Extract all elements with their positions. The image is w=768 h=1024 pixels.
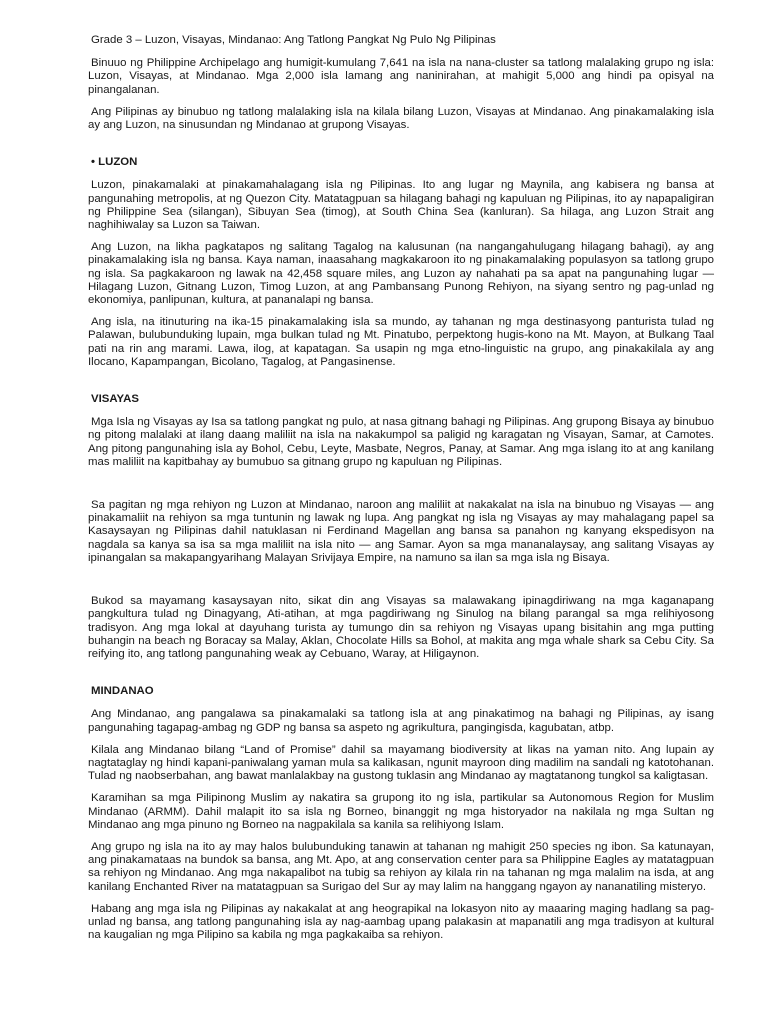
intro-paragraph: Ang Pilipinas ay binubuo ng tatlong malalaking isla na kilala bilang Luzon, Visayas at Mindanao. Ang pinakamalaking isla ay ang Luzon, na sinusundan ng Mindanao at grupong Visayas. [88,105,714,132]
luzon-paragraph: Luzon, pinakamalaki at pinakamahalagang isla ng Pilipinas. Ito ang lugar ng Maynila, ang kabisera ng bansa at pangunahing metropolis, at ng Quezon City. Matatagpuan sa hilagang bahagi ng kapuluan ng Pilipinas, ito ay napapaligiran ng Philippine Sea (silangan), Sibuyan Sea (timog), at South China Sea (kanluran). Sa hilaga, ang Luzon Strait ang naghihiwalay sa Luzon sa Taiwan. [88,179,714,232]
section-heading-mindanao: MINDANAO [91,685,154,698]
intro-paragraph: Binuuo ng Philippine Archipelago ang humigit-kumulang 7,641 na isla na nana-cluster sa tatlong malalaking grupo ng isla: Luzon, Visayas, at Mindanao. Mga 2,000 isla lamang ang naninirahan, at mahigit 5,000 ang hindi pa opisyal na pinangalanan. [88,57,714,96]
mindanao-paragraph: Habang ang mga isla ng Pilipinas ay nakakalat at ang heograpikal na lokasyon nito ay maaaring maging hadlang sa pag-unlad ng bansa, ang tatlong pangunahing isla ay nag-aambag upang palakasin at mapanatili ang mga tradisyon at kultural na kaugalian ng mga Pilipino sa kabila ng mga pagkakaiba sa rehiyon. [88,902,714,942]
section-heading-visayas: VISAYAS [91,393,139,406]
mindanao-paragraph: Kilala ang Mindanao bilang “Land of Promise” dahil sa mayamang biodiversity at likas na yaman nito. Ang lupain ay nagtataglay ng hindi kapani-paniwalang yaman mula sa kalikasan, ngunit mayroon ding madilim na sandali ng katotohanan. Tulad ng naobserbahan, ang bawat manlalakbay na gustong tuklasin ang Mindanao ay magtatanong tungkol sa kaligtasan. [88,743,714,783]
section-luzon [88,156,714,369]
visayas-paragraph: Sa pagitan ng mga rehiyon ng Luzon at Mindanao, naroon ang maliliit at nakakalat na isla na binubuo ng Visayas — ang pinakamaliit na rehiyon sa mga tuntunin ng lawak ng lupa. Ang pangkat ng isla ng Visayas ay may mahalagang papel sa Kasaysayan ng Pilipinas dahil natuklasan ni Ferdinand Magellan ang bansa sa panahon ng kanyang ekspedisyon na nagdala sa kanya sa isa sa mga maliliit na isla nito — ang Samar. Ayon sa mga mananalaysay, ang salitang Visayas ay ipinangalan sa makapangyarihang Malayan Srivijaya Empire, na namuno sa ilan sa mga isla ng Bisaya. [88,499,714,564]
luzon-paragraph: Ang isla, na itinuturing na ika-15 pinakamalaking isla sa mundo, ay tahanan ng mga destinasyong panturista tulad ng Palawan, bulubunduking lupain, mga bulkan tulad ng Mt. Pinatubo, perpektong hugis-kono na Mt. Mayon, at Bulkang Taal pati na rin ang marami. Lawa, ilog, at kapatagan. Sa usapin ng mga etno-linguistic na grupo, ang pinakakilala ay ang Ilocano, Kapampangan, Bicolano, Tagalog, at Pangasinense. [88,316,714,368]
visayas-paragraph: Mga Isla ng Visayas ay Isa sa tatlong pangkat ng pulo, at nasa gitnang bahagi ng Pilipinas. Ang grupong Bisaya ay binubuo ng pitong malalaki at ilang daang maliliit na isla na nakakumpol sa paligid ng karagatan ng Visayan, Samar, at Camotes. Ang pitong pangunahing isla ay Bohol, Cebu, Leyte, Masbate, Negros, Panay, at Samar. Ang mga islang ito at ang kanilang mas maliliit na kapitbahay ay bumubuo sa gitnang grupo ng kapuluan ng Pilipinas. [88,416,714,468]
section-visayas [88,393,714,661]
document-title: Grade 3 – Luzon, Visayas, Mindanao: Ang Tatlong Pangkat Ng Pulo Ng Pilipinas [91,34,496,46]
mindanao-paragraph: Ang Mindanao, ang pangalawa sa pinakamalaki sa tatlong isla at ang pinakatimog na bahagi ng Pilipinas, ay isang pangunahing tagapag-ambag ng GDP ng bansa sa aspeto ng agrikultura, pangingisda, kagubatan, atbp. [88,708,714,734]
luzon-paragraph: Ang Luzon, na likha pagkatapos ng salitang Tagalog na kalusunan (na nangangahulugang hilagang bahagi), ay ang pinakamalaking isla ng bansa. Kaya naman, inaasahang magkakaroon ito ng pinakamalaking populasyon sa tatlong grupo ng isla. Sa pagkakaroon ng lawak na 42,458 square miles, ang Luzon ay nahahati pa sa apat na pangunahing lugar — Hilagang Luzon, Gitnang Luzon, Timog Luzon, at ang Pambansang Punong Rehiyon, na siyang sentro ng pag-unlad ng ekonomiya, panlipunan, kultura, at pananalapi ng bansa. [88,241,714,307]
section-heading-luzon: • LUZON [91,156,138,169]
mindanao-paragraph: Ang grupo ng isla na ito ay may halos bulubunduking tanawin at tahanan ng mahigit 250 species ng ibon. Sa katunayan, ang pinakamataas na bundok sa bansa, ang Mt. Apo, at ang conservation center para sa Philippine Eagles ay matatagpuan sa rehiyon ng Mindanao. Ang mga nakapalibot na tubig sa rehiyon ay kilala rin na tahanan ng mga malalim na isda, at ang kanilang Enchanted River na matatagpuan sa Surigao del Sur ay may lalim na hanggang ngayon ay nananatiling misteryo. [88,840,714,893]
section-mindanao [88,685,714,942]
visayas-paragraph: Bukod sa mayamang kasaysayan nito, sikat din ang Visayas sa malawakang ipinagdiriwang na mga kaganapang pangkultura tulad ng Dinagyang, Ati-atihan, at mga pagdiriwang ng Sinulog na bilang parangal sa mga relihiyosong tradisyon. Ang mga lokal at dayuhang turista ay tumungo din sa rehiyon ng Visayas upang bisitahin ang mga putting buhangin na beach ng Boracay sa Malay, Aklan, Chocolate Hills sa Bohol, at makita ang mga whale shark sa Cebu City. Sa reifying ito, ang tatlong pangunahing weak ay Cebuano, Waray, at Hiligaynon. [88,595,714,660]
mindanao-paragraph: Karamihan sa mga Pilipinong Muslim ay nakatira sa grupong ito ng isla, partikular sa Autonomous Region for Muslim Mindanao (ARMM). Dahil malapit ito sa isla ng Borneo, binanggit ng mga historyador na nakilala ng mga Sultan ng Mindanao ang mga pinuno ng Borneo na nagpakilala sa kanila sa relihiyong Islam. [88,792,714,831]
